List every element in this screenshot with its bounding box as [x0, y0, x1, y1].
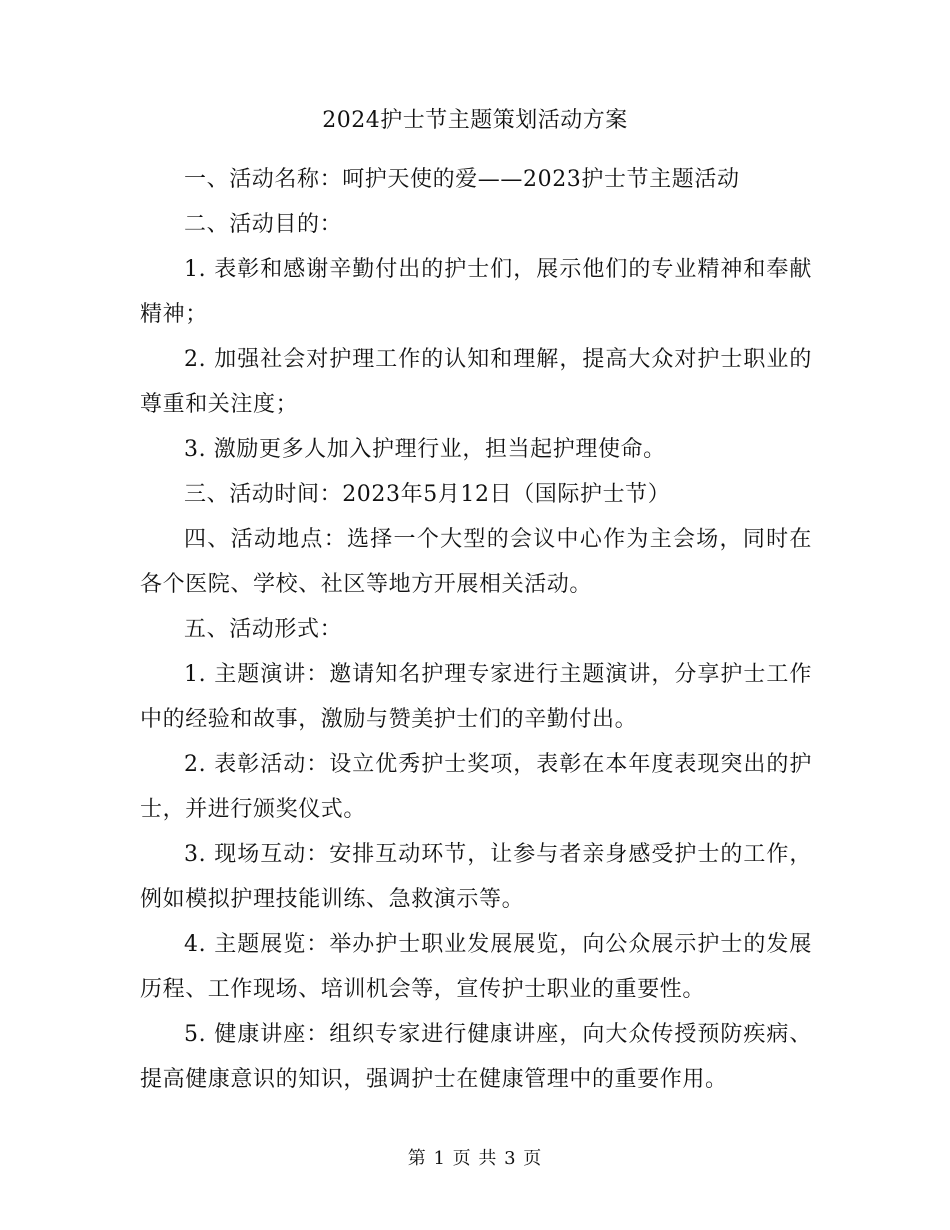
- paragraph-activity-location: 四、活动地点：选择一个大型的会议中心作为主会场，同时在各个医院、学校、社区等地方开展相关活动。: [140, 527, 812, 597]
- paragraph-activity-time: 三、活动时间：2023年5月12日（国际护士节）: [184, 482, 671, 507]
- document-title: 2024护士节主题策划活动方案: [322, 108, 628, 133]
- paragraph-format-3: 3. 现场互动：安排互动环节，让参与者亲身感受护士的工作，例如模拟护理技能训练、急救演示等。: [140, 842, 812, 912]
- paragraph-activity-name: 一、活动名称：呵护天使的爱——2023护士节主题活动: [184, 167, 740, 192]
- paragraph-activity-purpose-heading: 二、活动目的：: [184, 212, 343, 237]
- paragraph-format-5: 5. 健康讲座：组织专家进行健康讲座，向大众传授预防疾病、提高健康意识的知识，强调护士在健康管理中的重要作用。: [140, 1022, 812, 1092]
- paragraph-format-2: 2. 表彰活动：设立优秀护士奖项，表彰在本年度表现突出的护士，并进行颁奖仪式。: [140, 752, 812, 822]
- paragraph-format-4: 4. 主题展览：举办护士职业发展展览，向公众展示护士的发展历程、工作现场、培训机会等，宣传护士职业的重要性。: [140, 932, 812, 1002]
- paragraph-purpose-3: 3. 激励更多人加入护理行业，担当起护理使命。: [184, 437, 666, 462]
- paragraph-purpose-2: 2. 加强社会对护理工作的认知和理解，提高大众对护士职业的尊重和关注度；: [140, 347, 812, 417]
- page-footer: 第 1 页 共 3 页: [407, 1148, 543, 1169]
- paragraph-purpose-1: 1. 表彰和感谢辛勤付出的护士们，展示他们的专业精神和奉献精神；: [140, 257, 812, 327]
- document-body: [140, 157, 812, 1102]
- paragraph-format-1: 1. 主题演讲：邀请知名护理专家进行主题演讲，分享护士工作中的经验和故事，激励与赞美护士们的辛勤付出。: [140, 662, 812, 732]
- paragraph-activity-format-heading: 五、活动形式：: [184, 617, 343, 642]
